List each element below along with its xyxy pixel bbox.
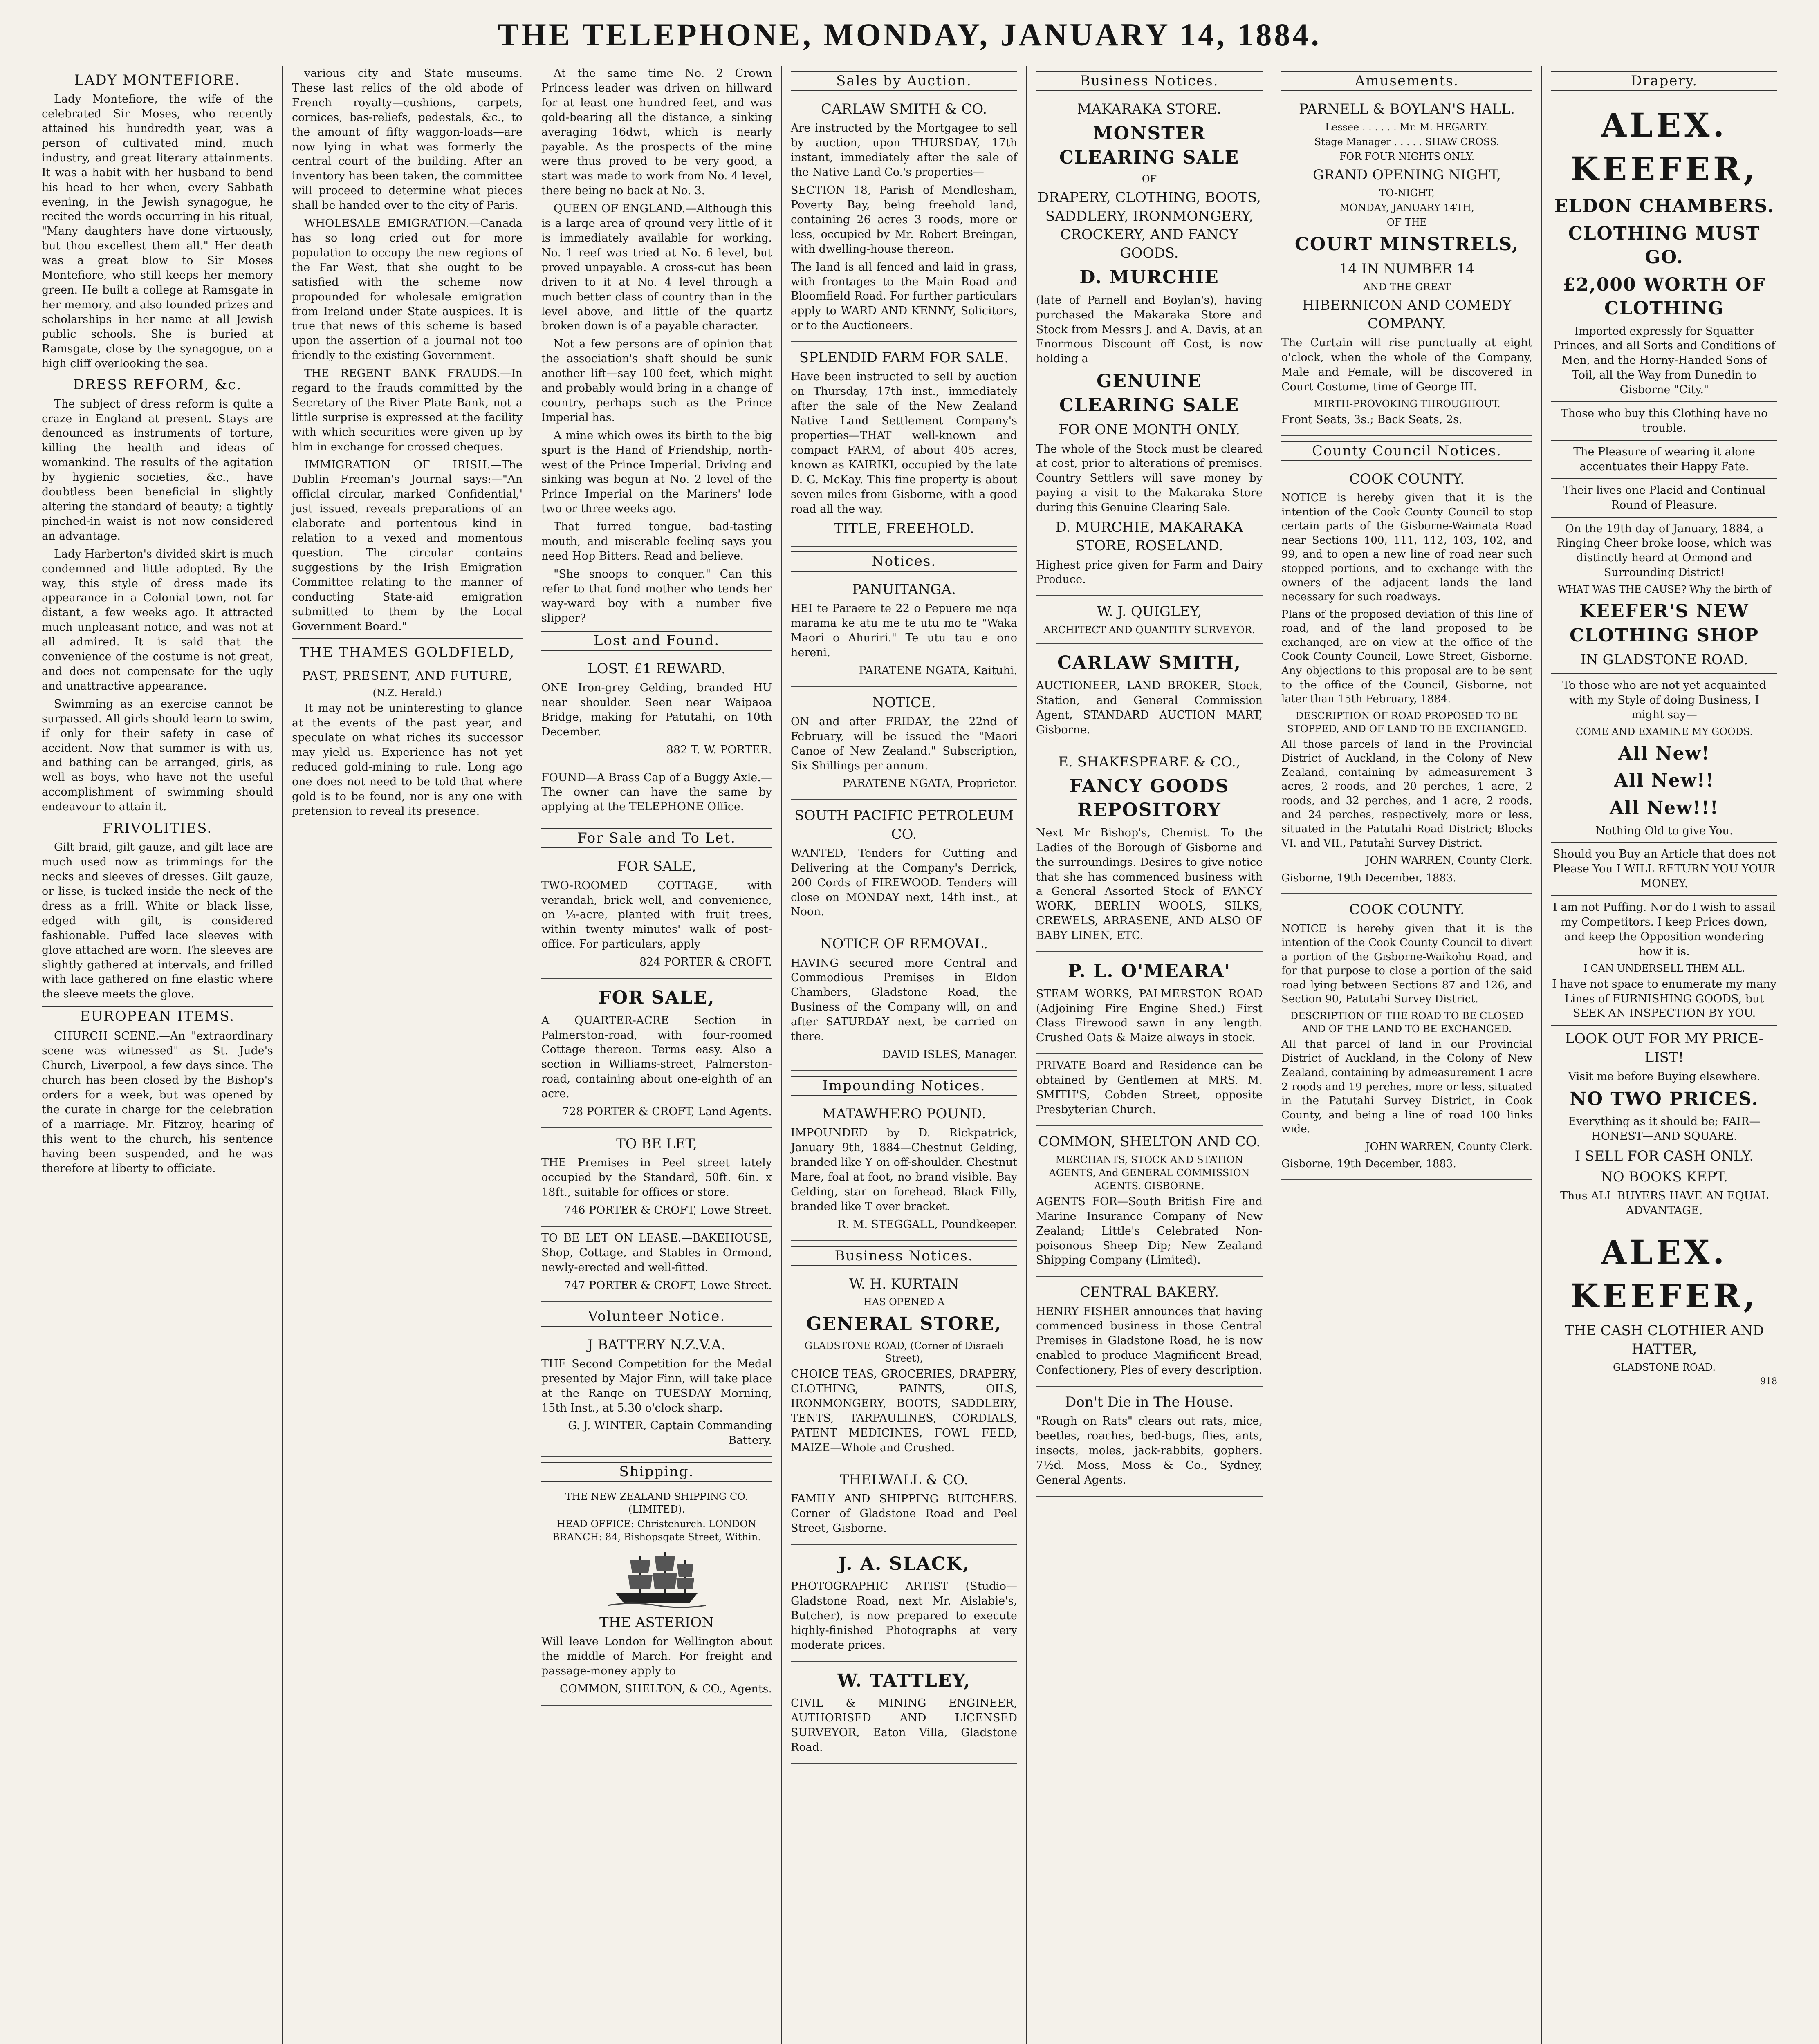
ad-signature: PARATENE NGATA, Proprietor. — [842, 777, 1017, 790]
ad-title: W. TATTLEY, — [837, 1670, 971, 1691]
ad-body: The land is all fenced and laid in grass, with frontages to the Main Road and Bloomfield Road. For further particulars apply to WARD AND KENNY, Solicitors, or to the Auctioneers. — [791, 260, 1017, 332]
divider — [1551, 673, 1777, 674]
article-body: Gilt braid, gilt gauze, and gilt lace are much used now as trimmings for the necks and sleeves of dresses. Gilt gauze, or lisse, is tucked inside the neck of the dress as a frill. White or black lisse, edged with gilt, is considered fashionable. Puffed lace sleeves with glove attached are worn. The sleeves are slightly gathered at intervals, and frilled with lace gathered on fine elastic where the sleeve meets the glove. — [42, 841, 273, 1001]
ad-signature: JOHN WARREN, County Clerk. — [1366, 1140, 1532, 1153]
article-heading-montefiore: LADY MONTEFIORE. — [74, 72, 240, 88]
section-heading-drapery: Drapery. — [1551, 71, 1777, 91]
article-body: Lady Harberton's divided skirt is much condemned and little adopted. By the way, this style of dress made its appearance in a Colonial town, not far distant, a few weeks ago. It attracted much unpleasant notice, and was not at all admired. It is said that the convenience of the costume is not great, and does not compensate for the ugly and unattractive appearance. — [42, 547, 273, 693]
ad-headline: KEEFER'S NEW CLOTHING SHOP — [1569, 601, 1759, 646]
ad-body: HEI te Paraere te 22 o Pepuere me nga marama ke atu me te utu mo te "Waka Maori o Ahuriri." Te utu tau e ono hereni. — [791, 602, 1017, 659]
column-5 — [1026, 66, 1272, 2044]
ad-line: COME AND EXAMINE MY GOODS. — [1575, 726, 1753, 738]
ad-title: COMMON, SHELTON AND CO. — [1038, 1133, 1261, 1150]
ad-signature: COMMON, SHELTON, & CO., Agents. — [560, 1683, 772, 1696]
classified-ad — [1036, 596, 1263, 644]
ad-title: LOST. £1 REWARD. — [588, 660, 726, 677]
classified-ad — [791, 1464, 1017, 1545]
article-body: It may not be uninteresting to glance at the events of the past year, and speculate on what riches its successor may yield us. Experience has not yet reduced gold-mining to rule. Long ago one does not need to be told that where gold is to be found, nor is any one with pretension to reveal its presence. — [292, 702, 523, 818]
classified-ad — [1281, 464, 1532, 894]
ad-body: SECTION 18, Parish of Mendlesham, Poverty Bay, being freehold land, containing 26 acres 3 roods, more or less, occupied by Mr. Robert Breingan, with dwelling-house thereon. — [791, 184, 1017, 256]
ad-signature: 747 PORTER & CROFT, Lowe Street. — [564, 1279, 772, 1292]
ad-headline: GENUINE CLEARING SALE — [1059, 371, 1240, 416]
ad-signature: 882 T. W. PORTER. — [666, 743, 772, 756]
ad-body: ONE Iron-grey Gelding, branded HU near shoulder. Seen near Waipaoa Bridge, making for Patutahi, on 10th December. — [541, 681, 772, 738]
ad-headline: MONSTER CLEARING SALE — [1059, 123, 1240, 168]
ad-title: MAKARAKA STORE. — [1077, 101, 1222, 118]
ad-line: FOR ONE MONTH ONLY. — [1059, 421, 1240, 438]
section-heading-lost-found: Lost and Found. — [541, 631, 772, 651]
ad-body: Imported expressly for Squatter Princes, and all Sorts and Conditions of Men, and the Horny-Handed Sons of Toil, all the Way from Dunedin to Gisborne "City." — [1553, 325, 1775, 397]
classified-ad — [541, 979, 772, 1128]
ad-body: WANTED, Tenders for Cutting and Delivering at the Company's Derrick, 200 Cords of FIREWOOD. Tenders will close on MONDAY next, 14th inst., at Noon. — [791, 847, 1017, 919]
classified-ad — [1036, 952, 1263, 1054]
ad-line: ARCHITECT AND QUANTITY SURVEYOR. — [1043, 624, 1255, 636]
ad-signature: PARATENE NGATA, Kaituhi. — [859, 664, 1017, 677]
classified-ad — [1281, 894, 1532, 1180]
ad-line: MONDAY, JANUARY 14TH, — [1339, 202, 1474, 214]
article-heading-dress: DRESS REFORM, &c. — [73, 377, 242, 393]
classified-ad — [1036, 1126, 1263, 1277]
ad-body: NOTICE is hereby given that it is the intention of the Cook County Council to stop certain parts of the Gisborne-Waimata Road near Sections 100, 111, 112, 103, 102, and 99, and to open a new line of road near such stopped portions, and to exchange with the owners of the adjacent lands the land necessary for such roadways. — [1281, 492, 1532, 603]
ad-signature: 746 PORTER & CROFT, Lowe Street. — [564, 1204, 772, 1217]
ad-body: TO BE LET ON LEASE.—BAKEHOUSE, Shop, Cottage, and Stables in Ormond, newly-erected and well-fitted. — [541, 1231, 772, 1274]
classified-ad — [1036, 746, 1263, 953]
article-body: A mine which owes its birth to the big spurt is the Hand of Friendship, north-west of the Prince Imperial. Driving and sinking was begun at No. 2 level of the Prince Imperial on the Mariners' lode two or three weeks ago. — [541, 429, 772, 515]
ad-signature: DAVID ISLES, Manager. — [882, 1048, 1017, 1061]
ad-number: 918 — [1760, 1376, 1777, 1387]
classified-ad — [791, 1269, 1017, 1464]
ad-title: COOK COUNTY. — [1349, 471, 1465, 487]
ad-line: Stage Manager . . . . . SHAW CROSS. — [1314, 136, 1500, 148]
ad-date: Gisborne, 19th December, 1883. — [1281, 872, 1456, 884]
ad-title: FOR SALE, — [598, 987, 715, 1009]
ad-line: OF THE — [1386, 217, 1427, 229]
ad-title: W. J. QUIGLEY, — [1097, 603, 1202, 620]
ad-signature: D. MURCHIE, MAKARAKA STORE, ROSELAND. — [1055, 519, 1243, 554]
ad-title: THE NEW ZEALAND SHIPPING CO. (LIMITED). — [565, 1490, 748, 1515]
classified-ad — [791, 1545, 1017, 1662]
classified-ad — [791, 94, 1017, 342]
article-body: At the same time No. 2 Crown Princess leader was driven on hillward for at least one hundred feet, and was gold-bearing all the distance, a sinking averaging 16dwt, which is nearly payable. As the prospects of the mine were thus proved to be very good, a start was made to work from No. 4 level, there being no back at No. 3. — [541, 67, 772, 197]
ad-line: IN GLADSTONE ROAD. — [1580, 652, 1748, 668]
classified-ad — [541, 1128, 772, 1227]
ad-title: Don't Die in The House. — [1065, 1394, 1234, 1411]
ad-title: NOTICE OF REMOVAL. — [820, 936, 988, 953]
ad-body: A QUARTER-ACRE Section in Palmerston-road, with four-roomed Cottage thereon. Terms easy. Also a section in Williams-street, Palmerston-road, containing about one-eighth of an acre. — [541, 1014, 772, 1100]
ad-headline: All New!! — [1614, 770, 1715, 791]
article-heading-thames: THE THAMES GOLDFIELD, — [299, 644, 515, 661]
ad-body: Everything as it should be; FAIR—HONEST—AND SQUARE. — [1568, 1115, 1761, 1143]
ad-line: 14 IN NUMBER 14 — [1339, 260, 1475, 277]
ad-title: J BATTERY N.Z.V.A. — [588, 1336, 726, 1353]
ad-signature: R. M. STEGGALL, Poundkeeper. — [837, 1218, 1017, 1231]
ad-body: THE Second Competition for the Medal presented by Major Finn, will take place at the Range on TUESDAY Morning, 15th Inst., at 5.30 o'clock sharp. — [541, 1357, 772, 1414]
column-4 — [781, 66, 1026, 2044]
classified-ad — [1036, 1054, 1263, 1126]
article-body: IMMIGRATION OF IRISH.—The Dublin Freeman's Journal says:—"An official circular, marked 'Confidential,' just issued, reveals preparations of an elaborate and portentous kind in relation to a vexed and momentous question. The circular contains suggestions by the Irish Emigration Committee relating to the manner of conducting State-aid emigration submitted to them by the Local Government Board." — [292, 458, 523, 633]
divider — [1551, 440, 1777, 441]
divider — [292, 638, 523, 639]
ad-body: The whole of the Stock must be cleared at cost, prior to alterations of premises. Country Settlers will save money by paying a visit to the Makaraka Store during this Genuine Clearing Sale. — [1036, 442, 1263, 514]
ad-title: COOK COUNTY. — [1349, 901, 1465, 918]
ad-body: (late of Parnell and Boylan's), having purchased the Makaraka Store and Stock from Messrs J. and A. Davis, at an Enormous Discount off Cost, is now holding a — [1036, 294, 1263, 365]
ad-body: PRIVATE Board and Residence can be obtained by Gentlemen at MRS. M. SMITH'S, Cobden Street, opposite Presbyterian Church. — [1036, 1059, 1263, 1116]
ad-subtitle: HEAD OFFICE: Christchurch. LONDON BRANCH: 84, Bishopsgate Street, Within. — [552, 1518, 761, 1543]
ad-body: All that parcel of land in our Provincial District of Auckland, in the Colony of New Zealand, containing by admeasurement 1 acre 2 roods and 19 perches, more or less, situated in the Patutahi Survey District, in Cook County, and being a line of road 100 links wide. — [1281, 1038, 1532, 1136]
ad-title: CARLAW SMITH & CO. — [821, 101, 987, 118]
article-body: Swimming as an exercise cannot be surpassed. All girls should learn to swim, if only for their safety in case of accident. Now that summer is with us, and bathing can be arranged, girls, as well as boys, who have not the useful accomplishment of swimming should endeavour to attain it. — [42, 697, 273, 814]
ad-line: THE CASH CLOTHIER AND HATTER, — [1564, 1322, 1764, 1358]
ad-body: All those parcels of land in the Provincial District of Auckland, in the Colony of New Zealand, containing by admeasurement 3 acres, 2 roods, and 20 perches, 1 acre, 2 roods, and 32 perches, and 1 acre, 2 roods, and 24 perches, respectively, more or less, situated in the Patutahi Road District; Blocks VI. and VII., Patutahi Survey District. — [1281, 738, 1532, 849]
column-3 — [532, 66, 781, 2044]
ad-line: NO BOOKS KEPT. — [1601, 1169, 1728, 1186]
ship-illustration-icon — [608, 1548, 706, 1609]
classified-ad — [541, 1485, 772, 1706]
ad-body: The Curtain will rise punctually at eight o'clock, when the whole of the Company, Male and Female, will be discovered in Court Costume, time of George III. — [1281, 336, 1532, 393]
ad-title: W. H. KURTAIN — [849, 1275, 959, 1292]
ad-body: FAMILY AND SHIPPING BUTCHERS. Corner of Gladstone Road and Peel Street, Gisborne. — [791, 1492, 1017, 1535]
ad-title: SPLENDID FARM FOR SALE. — [799, 350, 1009, 366]
ad-headline: All New!!! — [1610, 797, 1719, 818]
ad-title: THELWALL & CO. — [839, 1471, 969, 1488]
ad-title: PARNELL & BOYLAN'S HALL. — [1299, 101, 1515, 118]
ad-body: To those who are not yet acquainted with my Style of doing Business, I might say— — [1562, 679, 1766, 722]
ad-line: FOR FOUR NIGHTS ONLY. — [1339, 151, 1475, 163]
ad-body: CIVIL & MINING ENGINEER, AUTHORISED AND LICENSED SURVEYOR, Eaton Villa, Gladstone Road. — [791, 1697, 1017, 1754]
ad-title: SOUTH PACIFIC PETROLEUM CO. — [794, 807, 1014, 843]
classified-ad — [541, 653, 772, 766]
classified-ad — [791, 928, 1017, 1071]
keefer-name-footer: ALEX. KEEFER, — [1570, 1233, 1758, 1315]
ad-line: GLADSTONE ROAD, (Corner of Disraeli Street), — [804, 1340, 1004, 1365]
divider — [1551, 478, 1777, 479]
ad-line: DRAPERY, CLOTHING, BOOTS, SADDLERY, IRONMONGERY, CROCKERY, AND FANCY GOODS. — [1038, 189, 1261, 262]
article-body: Not a few persons are of opinion that the association's shaft should be sunk another lift—say 100 feet, which might and probably would bring in a change of country, perhaps such as the Prince Imperial has. — [541, 338, 772, 424]
columns — [33, 66, 1786, 2044]
section-heading-volunteer: Volunteer Notice. — [541, 1307, 772, 1327]
ad-line: OF — [1142, 173, 1157, 185]
ad-body: TWO-ROOMED COTTAGE, with verandah, brick well, and convenience, on ¼-acre, planted with fruit trees, within twenty minutes' walk of post-office. For particulars, apply — [541, 879, 772, 951]
ad-line: LOOK OUT FOR MY PRICE-LIST! — [1565, 1031, 1764, 1066]
section-heading-council: County Council Notices. — [1281, 441, 1532, 461]
classified-ad — [791, 800, 1017, 928]
classified-ad — [791, 1662, 1017, 1764]
ad-body: Nothing Old to give You. — [1595, 824, 1733, 837]
section-heading-shipping: Shipping. — [541, 1462, 772, 1482]
ad-signature: G. J. WINTER, Captain Commanding Battery. — [568, 1419, 772, 1447]
ad-body: Plans of the proposed deviation of this line of road, and of the land proposed to be exchanged, are on view at the office of the Cook County Council, Lowe Street, Gisborne. Any objections to this proposal are to be sent to the office of the Council, Gisborne, not later than 15th February, 1884. — [1281, 608, 1532, 706]
ad-headline: COURT MINSTRELS, — [1294, 234, 1519, 255]
ad-headline: ELDON CHAMBERS. — [1554, 196, 1774, 217]
ad-line: MERCHANTS, STOCK AND STATION AGENTS, And GENERAL COMMISSION AGENTS. GISBORNE. — [1049, 1154, 1250, 1192]
ad-headline: FANCY GOODS REPOSITORY — [1069, 775, 1229, 821]
ad-headline: GRAND OPENING NIGHT, — [1312, 167, 1501, 184]
classified-ad — [791, 1098, 1017, 1241]
article-heading-frivolities: FRIVOLITIES. — [102, 820, 213, 837]
section-heading-business: Business Notices. — [791, 1246, 1017, 1266]
article-source: (N.Z. Herald.) — [372, 687, 442, 699]
section-heading-amusements: Amusements. — [1281, 71, 1532, 91]
ad-headline: £2,000 WORTH OF CLOTHING — [1563, 274, 1766, 319]
section-heading-notices: Notices. — [791, 551, 1017, 572]
article-body: "She snoops to conquer." Can this refer to that fond mother who tends her way-ward boy with a number five slipper? — [541, 567, 772, 625]
classified-ad — [1036, 644, 1263, 746]
ad-title: MATAWHERO POUND. — [822, 1106, 986, 1123]
divider — [1551, 1025, 1777, 1026]
classified-ad — [541, 766, 772, 824]
classified-ad — [541, 1227, 772, 1302]
ad-headline: All New! — [1618, 743, 1710, 764]
ad-body: AGENTS FOR—South British Fire and Marine Insurance Company of New Zealand; Little's Celebrated Non-poisonous Sheep Dip; New Zealand Shipping Company (Limited). — [1036, 1195, 1263, 1267]
ad-headline: HIBERNICON AND COMEDY COMPANY. — [1302, 297, 1512, 332]
ad-body: "Rough on Rats" clears out rats, mice, beetles, roaches, bed-bugs, flies, ants, insects, moles, jack-rabbits, gophers. 7½d. Moss, Moss & Co., Sydney, General Agents. — [1036, 1415, 1263, 1486]
ad-line: AND THE GREAT — [1363, 281, 1451, 293]
ad-title: FOR SALE, — [617, 858, 696, 875]
ad-body: Front Seats, 3s.; Back Seats, 2s. — [1281, 413, 1462, 426]
ad-body: I have not space to enumerate my many Lines of FURNISHING GOODS, but SEEK AN INSPECTION BY YOU. — [1552, 977, 1776, 1020]
ship-name: THE ASTERION — [599, 1614, 714, 1631]
ad-date: Gisborne, 19th December, 1883. — [1281, 1158, 1456, 1170]
ad-line: GLADSTONE ROAD. — [1613, 1361, 1716, 1373]
ad-title: NOTICE. — [872, 694, 936, 711]
ad-line: MIRTH-PROVOKING THROUGHOUT. — [1313, 398, 1501, 410]
ad-title: E. SHAKESPEARE & CO., — [1058, 753, 1240, 770]
ad-signature: 728 PORTER & CROFT, Land Agents. — [562, 1105, 772, 1118]
article-body: CHURCH SCENE.—An "extraordinary scene was witnessed" as St. Jude's Church, Liverpool, a few days since. The church has been closed by the Bishop's orders for a week, but was opened by the curate in charge for the celebration of a marriage. Mr. Fitzroy, hearing of this went to the church, his sentence having been suspended, and he was therefore at liberty to officiate. — [42, 1030, 273, 1175]
ad-body: On the 19th day of January, 1884, a Ringing Cheer broke loose, which was distinctly heard at Ormond and Surrounding District! — [1557, 522, 1772, 579]
ad-signature: 824 PORTER & CROFT. — [639, 956, 772, 969]
classified-ad — [541, 851, 772, 979]
classified-ad — [1281, 94, 1532, 436]
ad-body: Highest price given for Farm and Dairy Produce. — [1036, 558, 1263, 586]
divider — [1551, 895, 1777, 896]
ad-body: HENRY FISHER announces that having commenced business in those Central Premises in Gladstone Road, he is now enabled to produce Magnificent Bread, Confectionery, Pies of every description. — [1036, 1305, 1263, 1377]
ad-headline: D. MURCHIE — [1079, 267, 1219, 288]
ad-line: I CAN UNDERSELL THEM ALL. — [1583, 962, 1745, 974]
ad-subtitle: TITLE, FREEHOLD. — [834, 520, 974, 537]
classified-ad — [1036, 94, 1263, 596]
divider — [1551, 401, 1777, 402]
ad-body: FOUND—A Brass Cap of a Buggy Axle.—The owner can have the same by applying at the TELEPHONE Office. — [541, 771, 772, 814]
ad-body: HAVING secured more Central and Commodious Premises in Eldon Chambers, Gladstone Road, the Business of the Company will, on and after SATURDAY next, be carried on there. — [791, 957, 1017, 1043]
ad-body: Thus ALL BUYERS HAVE AN EQUAL ADVANTAGE. — [1560, 1190, 1769, 1217]
ad-line: Lessee . . . . . . Mr. M. HEGARTY. — [1325, 121, 1489, 133]
ad-body: Are instructed by the Mortgagee to sell by auction, upon THURSDAY, 17th instant, immediately after the sale of the Native Land Co.'s properties— — [791, 122, 1017, 179]
ad-body: Those who buy this Clothing have no trouble. — [1561, 407, 1768, 435]
ad-body: Will leave London for Wellington about the middle of March. For freight and passage-money apply to — [541, 1635, 772, 1678]
ad-body: Visit me before Buying elsewhere. — [1568, 1070, 1761, 1083]
article-body: That furred tongue, bad-tasting mouth, and miserable feeling says you need Hop Bitters. Read and believe. — [541, 520, 772, 563]
column-6 — [1272, 66, 1541, 2044]
ad-body: IMPOUNDED by D. Rickpatrick, January 9th, 1884—Chestnut Gelding, branded like Y on off-shoulder. Chestnut Mare, foal at foot, no brand visible. Bay Gelding, star on forehead. Black Filly, branded like T over bracket. — [791, 1127, 1017, 1213]
classified-ad — [1036, 1277, 1263, 1387]
ad-body: STEAM WORKS, PALMERSTON ROAD (Adjoining Fire Engine Shed.) First Class Firewood sawn in any length. Crushed Oats & Maize always in stock. — [1036, 987, 1263, 1044]
ad-line: DESCRIPTION OF ROAD PROPOSED TO BE STOPPED, AND OF LAND TO BE EXCHANGED. — [1287, 710, 1527, 735]
column-7 — [1541, 66, 1786, 2044]
ad-signature: JOHN WARREN, County Clerk. — [1366, 854, 1532, 867]
ad-body: Their lives one Placid and Continual Round of Pleasure. — [1563, 484, 1766, 511]
column-1 — [33, 66, 282, 2044]
keefer-name: ALEX. KEEFER, — [1570, 106, 1758, 188]
article-body: various city and State museums. These last relics of the old abode of French royalty—cushions, carpets, cornices, bas-reliefs, pedestals, &c., to the amount of fifty waggon-loads—are now lying in what was formerly the central court of the building. After an inventory has been taken, the committee will proceed to determine what pieces shall be handed over to the city of Paris. — [292, 67, 523, 212]
section-heading-auction: Sales by Auction. — [791, 71, 1017, 91]
ad-body: PHOTOGRAPHIC ARTIST (Studio—Gladstone Road, next Mr. Aislabie's, Butcher), is now prepared to execute highly-finished Photographs at very moderate prices. — [791, 1580, 1017, 1652]
ad-line: I SELL FOR CASH ONLY. — [1575, 1148, 1754, 1165]
classified-ad — [791, 574, 1017, 687]
article-heading-european: EUROPEAN ITEMS. — [42, 1006, 273, 1026]
article-body: The subject of dress reform is quite a craze in England at present. Stays are denounced as instruments of torture, killing the health and ideas of womankind. The results of the agitation by hygienic societies, &c., have doubtless been beneficial in slightly altering the standard of beauty; a tightly pinched-in waist is not now considered an advantage. — [42, 397, 273, 542]
ad-line: TO-NIGHT, — [1379, 187, 1435, 199]
ad-title: TO BE LET, — [616, 1135, 697, 1152]
ad-title: CENTRAL BAKERY. — [1080, 1284, 1219, 1301]
column-2 — [282, 66, 532, 2044]
ad-title: PANUITANGA. — [852, 581, 956, 598]
classified-ad — [541, 1329, 772, 1457]
classified-ad — [791, 687, 1017, 800]
ad-line: WHAT WAS THE CAUSE? Why the birth of — [1557, 584, 1771, 596]
article-body: THE REGENT BANK FRAUDS.—In regard to the frauds committed by the Secretary of the River Plate Bank, not a little surprise is expressed at the facility with which securities were given up by him in exchange for crossed cheques. — [292, 367, 523, 453]
section-heading-impounding: Impounding Notices. — [791, 1076, 1017, 1096]
article-subheading: PAST, PRESENT, AND FUTURE, — [302, 668, 513, 683]
article-body: Lady Montefiore, the wife of the celebrated Sir Moses, who recently attained his hundredth year, was a person of cultivated mind, much industry, and great literary attainments. It was a habit with her husband to bend his head to her when, every Sabbath evening, in the Jewish synagogue, he recited the words occurring in his ritual, "Many daughters have done virtuously, but thou excellest them all." Her death was a great blow to Sir Moses Montefiore, who still keeps her memory green. He built a college at Ramsgate in her memory, and also founded prizes and scholarships in her name at all Jewish public schools. She is buried at Ramsgate, close by the synagogue, on a high cliff overlooking the sea. — [42, 93, 273, 370]
ad-headline: NO TWO PRICES. — [1570, 1088, 1759, 1109]
ad-line: HAS OPENED A — [863, 1296, 945, 1308]
section-heading-for-sale: For Sale and To Let. — [541, 828, 772, 848]
ad-title: J. A. SLACK, — [838, 1553, 970, 1574]
ad-body: THE Premises in Peel street lately occupied by the Standard, 50ft. 6in. x 18ft., suitable for offices or store. — [541, 1156, 772, 1199]
ad-headline: CLOTHING MUST GO. — [1568, 223, 1761, 268]
ad-body: Next Mr Bishop's, Chemist. To the Ladies of the Borough of Gisborne and the surroundings. Desires to give notice that she has commenced business with a General Assorted Stock of FANCY WORK, BERLIN WOOLS, SILKS, CREWELS, ARRASENE, AND ALSO OF BABY LINEN, ETC. — [1036, 826, 1263, 942]
ad-title: P. L. O'MEARA' — [1068, 961, 1231, 982]
section-heading-business: Business Notices. — [1036, 71, 1263, 91]
article-body: WHOLESALE EMIGRATION.—Canada has so long cried out for more population to occupy the new regions of the Far West, that she ought to be satisfied with the scheme now propounded for wholesale emigration from Ireland under State auspices. It is true that news of this scheme is based upon the assertion of a journal not too friendly to the existing Government. — [292, 217, 523, 362]
ad-title: CARLAW SMITH, — [1057, 652, 1242, 674]
ad-body: Should you Buy an Article that does not Please You I WILL RETURN YOU YOUR MONEY. — [1552, 848, 1776, 890]
ad-body: The Pleasure of wearing it alone accentuates their Happy Fate. — [1573, 445, 1755, 473]
ad-body: I am not Puffing. Nor do I wish to assail my Competitors. I keep Prices down, and keep the Opposition wondering how it is. — [1553, 901, 1776, 958]
masthead-title: THE TELEPHONE, MONDAY, JANUARY 14, 1884. — [33, 12, 1786, 57]
ad-body: ON and after FRIDAY, the 22nd of February, will be issued the "Maori Canoe of New Zealand." Subscription, Six Shillings per annum. — [791, 715, 1017, 772]
ad-body: AUCTIONEER, LAND BROKER, Stock, Station, and General Commission Agent, STANDARD AUCTION MART, Gisborne. — [1036, 679, 1263, 736]
ad-body: NOTICE is hereby given that it is the intention of the Cook County Council to divert a portion of the Gisborne-Waikohu Road, and for that purpose to close a portion of the said road lying between Sections 87 and 126, and Section 90, Patutahi Survey District. — [1281, 922, 1532, 1006]
classified-ad — [1036, 1387, 1263, 1497]
article-body: QUEEN OF ENGLAND.—Although this is a large area of ground very little of it is immediately available for working. No. 1 reef was tried at No. 6 level, but proved unpayable. A cross-cut has been driven to it at No. 4 level through a much better class of country than in the level above, and little of the quartz broken down is of a payable character. — [541, 202, 772, 333]
divider — [1551, 842, 1777, 843]
ad-line: DESCRIPTION OF THE ROAD TO BE CLOSED AND OF THE LAND TO BE EXCHANGED. — [1290, 1010, 1524, 1035]
ad-body: Have been instructed to sell by auction on Thursday, 17th inst., immediately after the sale of the New Zealand Native Land Settlement Company's properties—THAT well-known and compact FARM, of about 405 acres, known as KAIRIKI, occupied by the late D. G. McKay. This fine property is about seven miles from Gisborne, with a good road all the way. — [791, 370, 1017, 515]
ad-body: CHOICE TEAS, GROCERIES, DRAPERY, CLOTHING, PAINTS, OILS, IRONMONGERY, BOOTS, SADDLERY, TENTS, TARPAULINES, CORDIALS, PATENT MEDICINES, FOWL FEED, MAIZE—Whole and Crushed. — [791, 1368, 1017, 1454]
classified-ad — [791, 342, 1017, 547]
divider — [1551, 517, 1777, 518]
ad-headline: GENERAL STORE, — [806, 1313, 1002, 1334]
